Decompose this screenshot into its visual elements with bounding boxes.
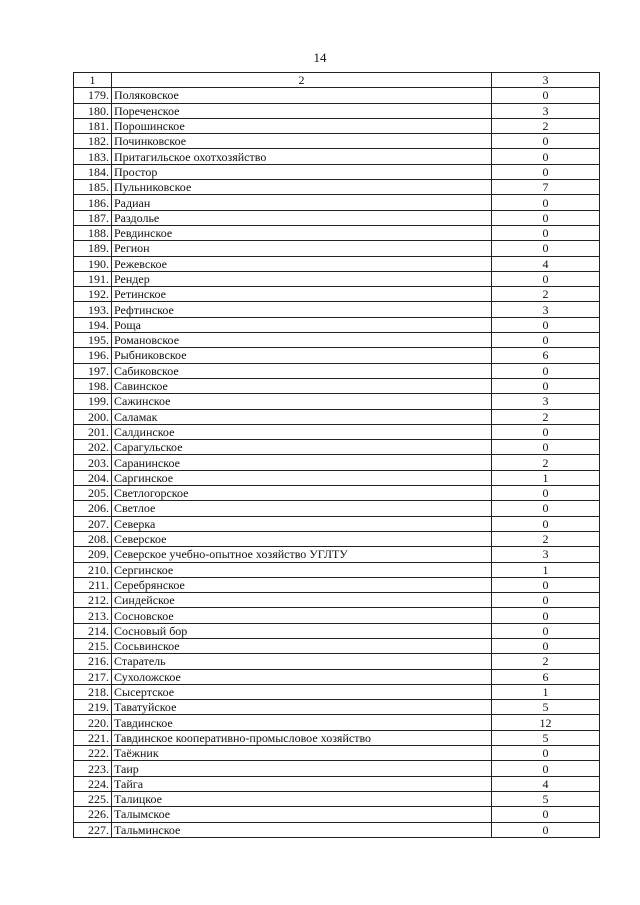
row-value: 0: [492, 134, 600, 149]
table-row: [74, 302, 600, 317]
row-name: Северское учебно-опытное хозяйство УГЛТУ: [112, 547, 492, 562]
row-value: 5: [492, 700, 600, 715]
row-value: 3: [492, 394, 600, 409]
row-value: 0: [492, 516, 600, 531]
table-row: [74, 700, 600, 715]
row-value: 0: [492, 746, 600, 761]
row-name: Притагильское охотхозяйство: [112, 149, 492, 164]
table-row: [74, 761, 600, 776]
row-name: Таёжник: [112, 746, 492, 761]
row-name: Северка: [112, 516, 492, 531]
row-name: Старатель: [112, 654, 492, 669]
row-number: 199.: [74, 394, 112, 409]
table-row: [74, 638, 600, 653]
row-number: 200.: [74, 409, 112, 424]
row-name: Починковское: [112, 134, 492, 149]
table-row: [74, 424, 600, 439]
row-value: 0: [492, 210, 600, 225]
table-row: [74, 486, 600, 501]
row-value: 5: [492, 730, 600, 745]
row-number: 208.: [74, 531, 112, 546]
row-number: 204.: [74, 470, 112, 485]
row-value: 0: [492, 164, 600, 179]
row-value: 0: [492, 363, 600, 378]
table-row: [74, 363, 600, 378]
table-row: [74, 608, 600, 623]
row-number: 180.: [74, 103, 112, 118]
row-value: 3: [492, 547, 600, 562]
table-row: [74, 455, 600, 470]
row-name: Сысертское: [112, 684, 492, 699]
row-name: Рыбниковское: [112, 348, 492, 363]
row-number: 222.: [74, 746, 112, 761]
row-number: 187.: [74, 210, 112, 225]
row-value: 1: [492, 562, 600, 577]
row-name: Талымское: [112, 807, 492, 822]
table-body: [74, 73, 600, 838]
row-number: 206.: [74, 501, 112, 516]
table-row: [74, 470, 600, 485]
table-row: [74, 88, 600, 103]
row-number: 214.: [74, 623, 112, 638]
row-number: 210.: [74, 562, 112, 577]
row-number: 219.: [74, 700, 112, 715]
table-row: [74, 684, 600, 699]
table-row: [74, 210, 600, 225]
row-number: 213.: [74, 608, 112, 623]
row-name: Тавдинское кооперативно-промысловое хозяйство: [112, 730, 492, 745]
row-number: 183.: [74, 149, 112, 164]
row-name: Сосновское: [112, 608, 492, 623]
table-row: [74, 149, 600, 164]
row-name: Романовское: [112, 333, 492, 348]
row-value: 0: [492, 241, 600, 256]
row-number: 216.: [74, 654, 112, 669]
table-header-row: [74, 73, 600, 88]
row-value: 2: [492, 531, 600, 546]
row-name: Сарагульское: [112, 440, 492, 455]
table-row: [74, 440, 600, 455]
row-name: Таир: [112, 761, 492, 776]
table-row: [74, 516, 600, 531]
row-name: Рендер: [112, 271, 492, 286]
row-number: 192.: [74, 287, 112, 302]
row-number: 198.: [74, 378, 112, 393]
table-row: [74, 348, 600, 363]
row-number: 196.: [74, 348, 112, 363]
row-name: Северское: [112, 531, 492, 546]
row-value: 0: [492, 195, 600, 210]
table-row: [74, 654, 600, 669]
table-row: [74, 593, 600, 608]
table-row: [74, 317, 600, 332]
row-value: 5: [492, 791, 600, 806]
row-value: 0: [492, 424, 600, 439]
row-number: 186.: [74, 195, 112, 210]
row-value: 0: [492, 501, 600, 516]
row-value: 1: [492, 684, 600, 699]
row-value: 0: [492, 807, 600, 822]
row-number: 217.: [74, 669, 112, 684]
row-name: Светлое: [112, 501, 492, 516]
row-name: Тальминское: [112, 822, 492, 837]
row-value: 2: [492, 287, 600, 302]
row-name: Сабиковское: [112, 363, 492, 378]
row-value: 3: [492, 302, 600, 317]
row-number: 194.: [74, 317, 112, 332]
table-row: [74, 333, 600, 348]
row-value: 0: [492, 486, 600, 501]
row-name: Пореченское: [112, 103, 492, 118]
row-number: 191.: [74, 271, 112, 286]
row-number: 224.: [74, 776, 112, 791]
row-value: 0: [492, 271, 600, 286]
row-number: 197.: [74, 363, 112, 378]
row-name: Поляковское: [112, 88, 492, 103]
row-number: 195.: [74, 333, 112, 348]
row-value: 4: [492, 776, 600, 791]
row-value: 0: [492, 317, 600, 332]
row-value: 0: [492, 149, 600, 164]
table-row: [74, 271, 600, 286]
row-name: Талицкое: [112, 791, 492, 806]
row-value: 12: [492, 715, 600, 730]
row-name: Синдейское: [112, 593, 492, 608]
row-number: 201.: [74, 424, 112, 439]
row-number: 189.: [74, 241, 112, 256]
page-number: 14: [313, 50, 327, 65]
table-row: [74, 195, 600, 210]
row-name: Салдинское: [112, 424, 492, 439]
row-name: Ревдинское: [112, 225, 492, 240]
row-value: 0: [492, 440, 600, 455]
table-row: [74, 669, 600, 684]
row-number: 215.: [74, 638, 112, 653]
data-table: [73, 72, 600, 838]
row-value: 6: [492, 348, 600, 363]
row-number: 182.: [74, 134, 112, 149]
row-value: 0: [492, 638, 600, 653]
row-name: Саламак: [112, 409, 492, 424]
row-name: Сосновый бор: [112, 623, 492, 638]
row-name: Саргинское: [112, 470, 492, 485]
table-row: [74, 715, 600, 730]
header-cell-value: 3: [492, 73, 600, 88]
row-value: 3: [492, 103, 600, 118]
table-row: [74, 562, 600, 577]
row-number: 205.: [74, 486, 112, 501]
row-number: 211.: [74, 577, 112, 592]
row-name: Таватуйское: [112, 700, 492, 715]
table-row: [74, 118, 600, 133]
row-name: Регион: [112, 241, 492, 256]
table-row: [74, 791, 600, 806]
row-name: Светлогорское: [112, 486, 492, 501]
table-row: [74, 501, 600, 516]
row-number: 221.: [74, 730, 112, 745]
table-row: [74, 134, 600, 149]
row-value: 2: [492, 409, 600, 424]
row-value: 0: [492, 593, 600, 608]
table-row: [74, 776, 600, 791]
table-row: [74, 164, 600, 179]
row-number: 179.: [74, 88, 112, 103]
row-value: 2: [492, 654, 600, 669]
row-name: Савинское: [112, 378, 492, 393]
table-row: [74, 531, 600, 546]
table-row: [74, 103, 600, 118]
row-value: 0: [492, 623, 600, 638]
row-value: 0: [492, 225, 600, 240]
table-row: [74, 378, 600, 393]
row-name: Серебрянское: [112, 577, 492, 592]
row-name: Сергинское: [112, 562, 492, 577]
row-number: 209.: [74, 547, 112, 562]
row-value: 2: [492, 118, 600, 133]
table-row: [74, 394, 600, 409]
row-number: 188.: [74, 225, 112, 240]
row-value: 2: [492, 455, 600, 470]
row-name: Сухоложское: [112, 669, 492, 684]
table-row: [74, 577, 600, 592]
row-value: 0: [492, 608, 600, 623]
row-name: Тавдинское: [112, 715, 492, 730]
row-number: 207.: [74, 516, 112, 531]
row-name: Простор: [112, 164, 492, 179]
row-value: 0: [492, 761, 600, 776]
table-row: [74, 287, 600, 302]
table-row: [74, 822, 600, 837]
row-name: Тайга: [112, 776, 492, 791]
table-row: [74, 409, 600, 424]
row-number: 220.: [74, 715, 112, 730]
row-number: 218.: [74, 684, 112, 699]
row-number: 193.: [74, 302, 112, 317]
row-value: 0: [492, 88, 600, 103]
table-row: [74, 730, 600, 745]
table-row: [74, 807, 600, 822]
table-row: [74, 241, 600, 256]
table-row: [74, 623, 600, 638]
row-value: 6: [492, 669, 600, 684]
row-name: Режевское: [112, 256, 492, 271]
row-name: Рефтинское: [112, 302, 492, 317]
row-name: Ретинское: [112, 287, 492, 302]
table-row: [74, 746, 600, 761]
table-row: [74, 547, 600, 562]
row-value: 0: [492, 822, 600, 837]
row-value: 0: [492, 333, 600, 348]
row-name: Саранинское: [112, 455, 492, 470]
table-row: [74, 180, 600, 195]
table-row: [74, 256, 600, 271]
row-number: 226.: [74, 807, 112, 822]
row-value: 1: [492, 470, 600, 485]
row-number: 185.: [74, 180, 112, 195]
row-name: Сажинское: [112, 394, 492, 409]
header-cell-number: 1: [74, 73, 112, 88]
row-value: 7: [492, 180, 600, 195]
row-number: 202.: [74, 440, 112, 455]
row-number: 184.: [74, 164, 112, 179]
row-number: 190.: [74, 256, 112, 271]
row-name: Сосьвинское: [112, 638, 492, 653]
row-number: 181.: [74, 118, 112, 133]
row-value: 0: [492, 577, 600, 592]
row-name: Роща: [112, 317, 492, 332]
row-number: 212.: [74, 593, 112, 608]
row-name: Раздолье: [112, 210, 492, 225]
row-number: 225.: [74, 791, 112, 806]
table-row: [74, 225, 600, 240]
row-name: Порошинское: [112, 118, 492, 133]
row-value: 0: [492, 378, 600, 393]
row-name: Пульниковское: [112, 180, 492, 195]
row-number: 227.: [74, 822, 112, 837]
row-value: 4: [492, 256, 600, 271]
row-name: Радиан: [112, 195, 492, 210]
row-number: 203.: [74, 455, 112, 470]
header-cell-name: 2: [112, 73, 492, 88]
row-number: 223.: [74, 761, 112, 776]
